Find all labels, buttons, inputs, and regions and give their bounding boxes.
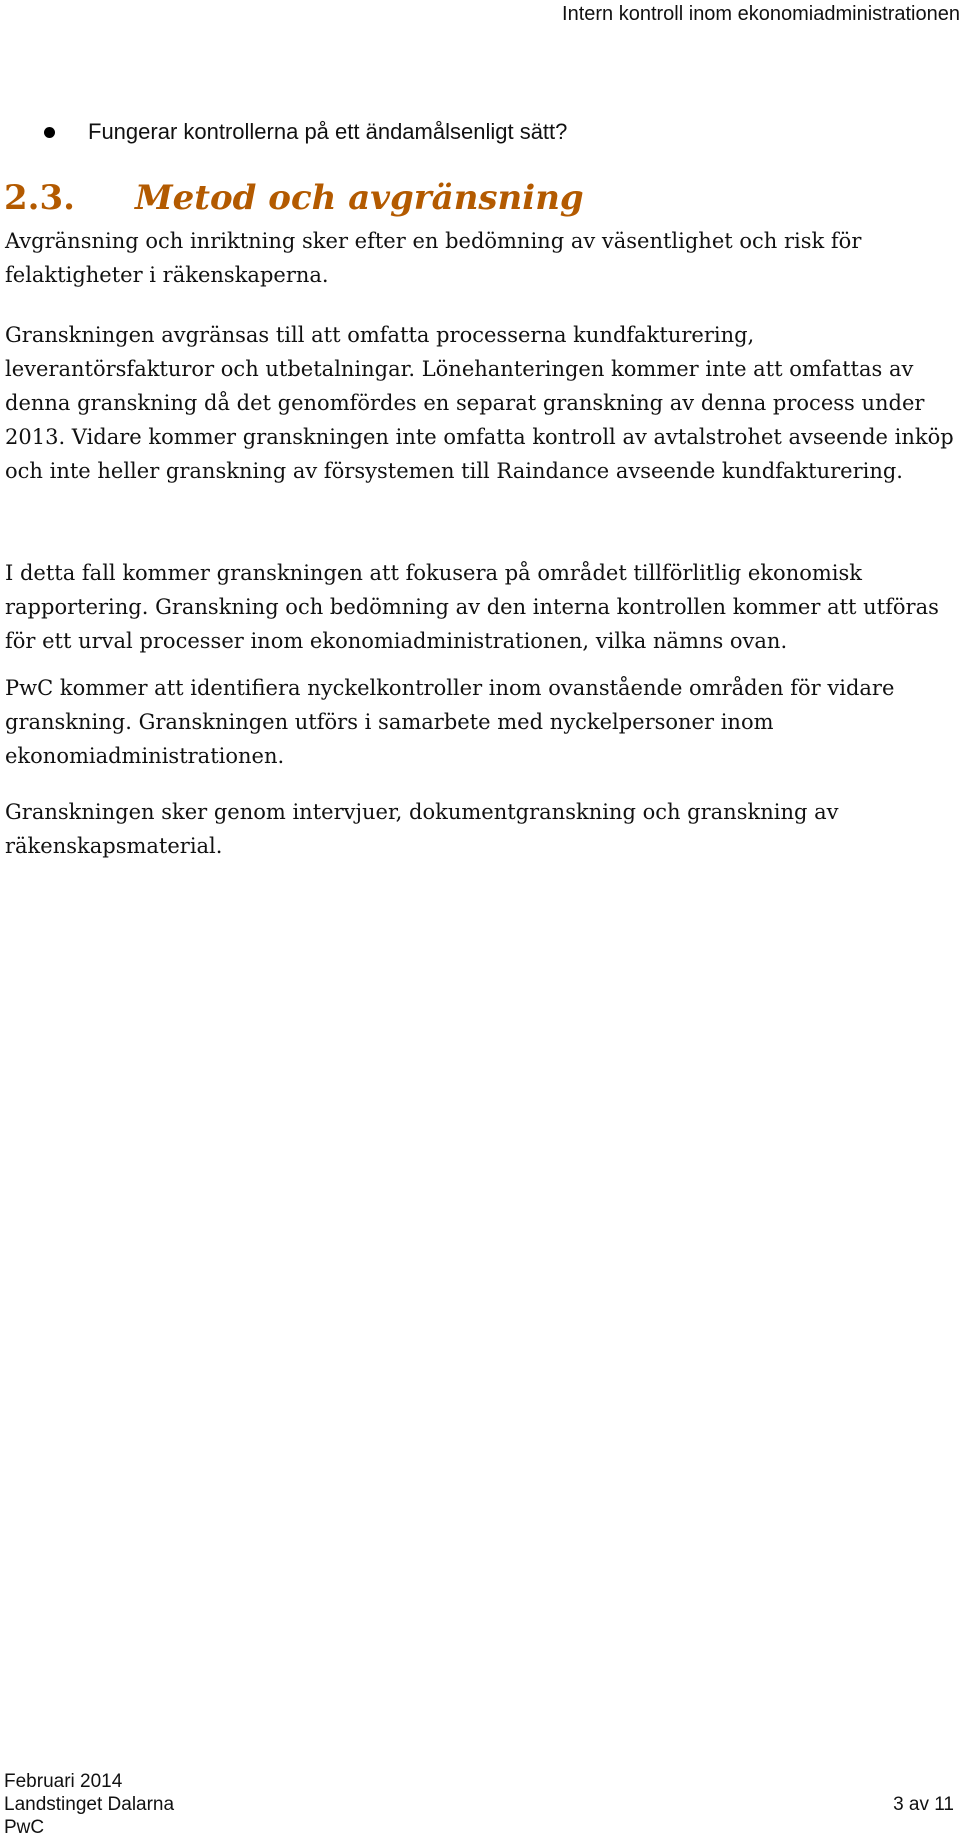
footer-organization: Landstinget Dalarna [4, 1794, 175, 1815]
page-footer [4, 1770, 954, 1839]
running-header-title: Intern kontroll inom ekonomiadministrationen [562, 3, 960, 25]
paragraph-text: PwC kommer att identifiera nyckelkontroller inom ovanstående områden för vidare granskning. Granskningen utförs i samarbete med nyckelpersoner inom ekonomiadministrationen. [5, 676, 895, 768]
paragraph-focus [5, 556, 955, 658]
paragraph-text: Granskningen sker genom intervjuer, dokumentgranskning och granskning av räkenskapsmaterial. [5, 800, 839, 858]
paragraph-text: Avgränsning och inriktning sker efter en bedömning av väsentlighet och risk för felaktigheter i räkenskaperna. [5, 229, 862, 287]
section-number: 2.3. [4, 178, 75, 218]
bullet-list-item [44, 117, 924, 147]
paragraph-text: Granskningen avgränsas till att omfatta processerna kundfakturering, leverantörsfakturor och utbetalningar. Lönehanteringen kommer inte att omfattas av denna granskning då det genomfördes en separat granskning av denna process under 2013. Vidare kommer granskningen inte omfatta kontroll av avtalstrohet avseende inköp och inte heller granskning av försystemen till Raindance avseende kundfakturering. [5, 323, 954, 483]
footer-company: PwC [4, 1817, 45, 1838]
footer-page-number: 3 av 11 [893, 1794, 954, 1815]
bullet-icon [44, 127, 55, 138]
footer-company-row [4, 1816, 954, 1839]
footer-date: Februari 2014 [4, 1771, 123, 1792]
paragraph-key-controls [5, 671, 955, 773]
section-title: Metod och avgränsning [135, 178, 584, 218]
footer-date-row [4, 1770, 954, 1793]
paragraph-text: I detta fall kommer granskningen att fokusera på området tillförlitlig ekonomisk rapportering. Granskning och bedömning av den interna kontrollen kommer att utföras för ett urval processer inom ekonomiadministrationen, vilka nämns ovan. [5, 561, 939, 653]
paragraph-method [5, 795, 955, 863]
paragraph-scope [5, 224, 955, 292]
paragraph-delimitation [5, 318, 955, 488]
footer-organization-row [4, 1793, 954, 1816]
section-heading [4, 174, 904, 222]
bullet-text: Fungerar kontrollerna på ett ändamålsenligt sätt? [88, 119, 568, 144]
